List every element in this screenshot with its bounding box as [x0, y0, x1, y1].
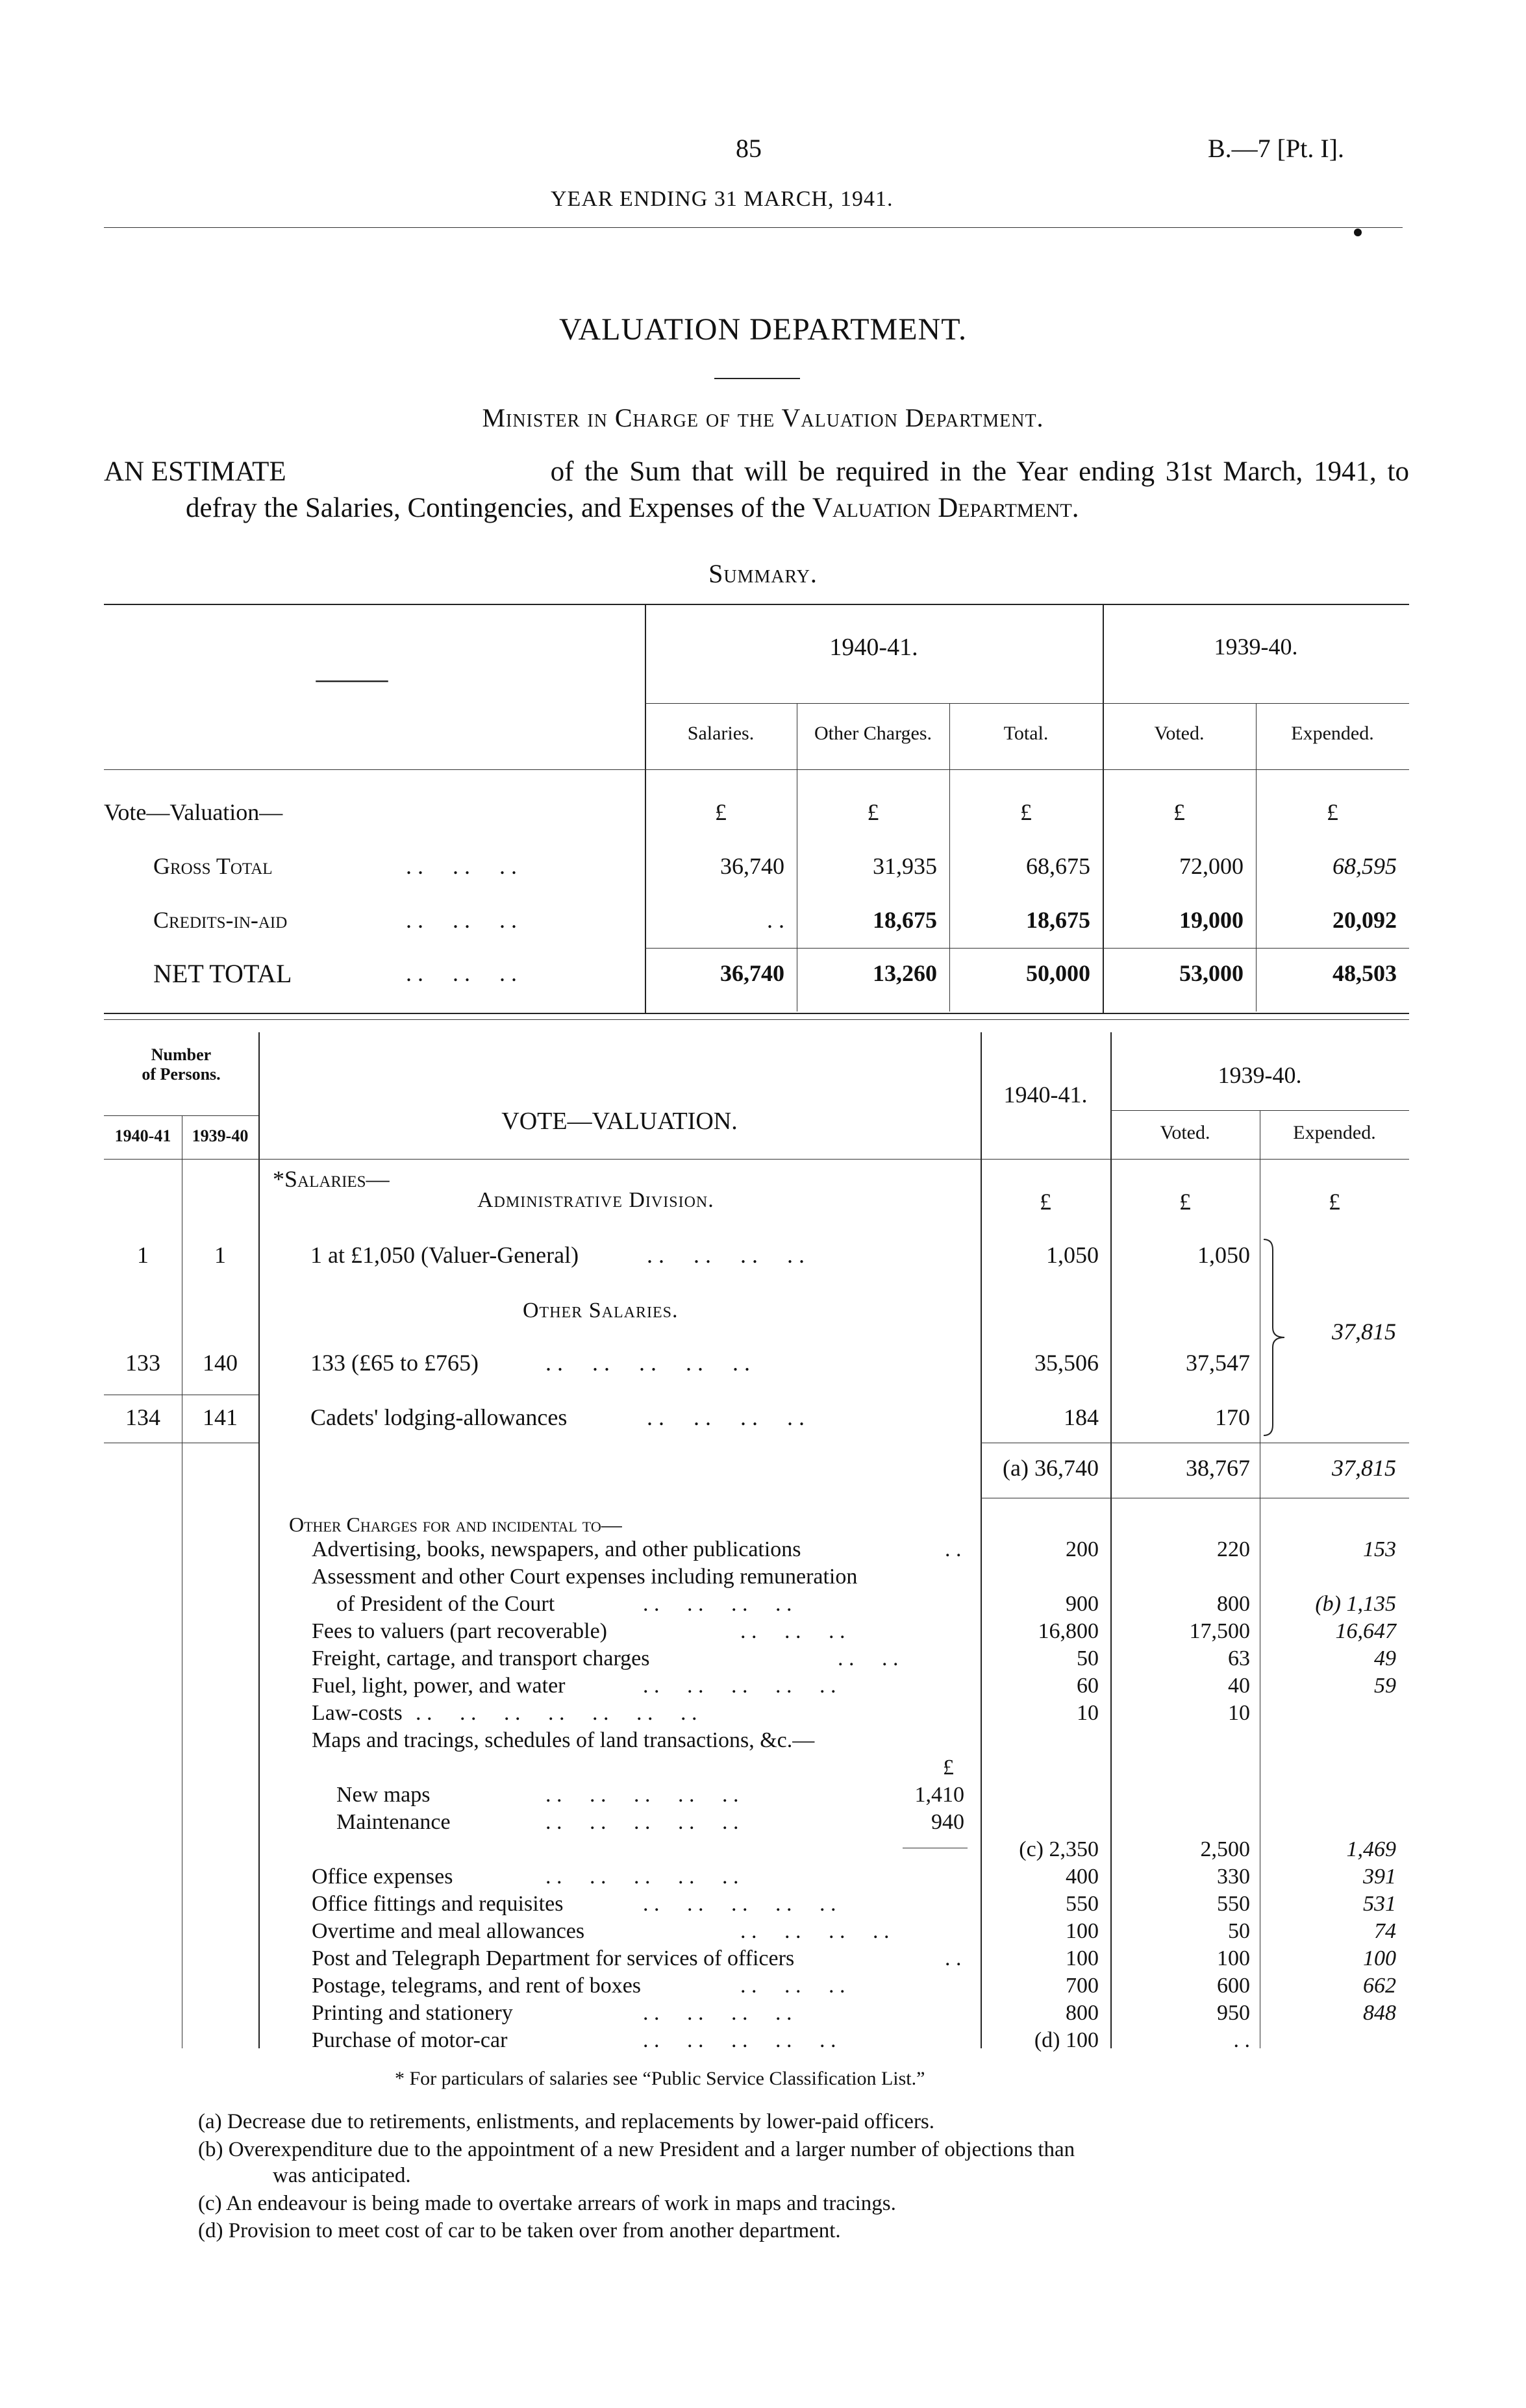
maps-sub-dots: . . . . . . . . . .	[545, 1810, 739, 1834]
vote-col-1940: 1940-41.	[1003, 1082, 1088, 1108]
vote-col-voted: Voted.	[1160, 1122, 1210, 1143]
summary-col-total: Total.	[1003, 723, 1049, 744]
salary-persons-1940: 134	[125, 1404, 160, 1430]
pound-salaries: £	[715, 799, 727, 825]
footnote-d: (d) Provision to meet cost of car to be taken over from another department.	[198, 2219, 841, 2242]
estimate-text-1: of the Sum that will be required in the Year ending 31st March, 1941, to	[550, 456, 1409, 487]
vote-pound-expended: £	[1329, 1189, 1340, 1215]
summary-cell-other: 31,935	[873, 853, 937, 879]
footnote-a: (a) Decrease due to retirements, enlistments, and replacements by lower-paid officers.	[198, 2110, 935, 2133]
vote-head-rule	[104, 1159, 1409, 1160]
summary-group-rule-1940	[645, 703, 1103, 704]
other-voted: 950	[1217, 2001, 1250, 2025]
page-number: 85	[736, 134, 762, 163]
vote-pound-1940: £	[1040, 1189, 1051, 1215]
other-expended: 391	[1363, 1865, 1396, 1889]
footnote-b-cont: was anticipated.	[273, 2164, 411, 2187]
other-1940: 550	[1066, 1892, 1099, 1916]
summary-col-other: Other Charges.	[814, 723, 932, 744]
other-dots: . . . .	[838, 1646, 899, 1670]
other-label: Assessment and other Court expenses including remuneration	[312, 1565, 858, 1589]
other-1940: 50	[1077, 1646, 1099, 1670]
other-expended: 74	[1374, 1919, 1396, 1943]
estimate-lead: AN ESTIMATE	[104, 456, 286, 487]
summary-cell-salaries: 36,740	[720, 853, 784, 879]
other-1940: 700	[1066, 1974, 1099, 1998]
other-dots: . . . . . . . . . .	[545, 1865, 739, 1889]
maps-total-expended: 1,469	[1346, 1837, 1396, 1861]
summary-cell-other: 18,675	[873, 907, 937, 933]
other-voted: 40	[1228, 1674, 1250, 1698]
salary-persons-1939: 140	[203, 1350, 238, 1376]
salaries-bracket	[1258, 1237, 1297, 1438]
other-label: Post and Telegraph Department for services of officers	[312, 1946, 795, 1970]
other-dots: . . . . . .	[740, 1619, 845, 1643]
maps-total-1940: (c) 2,350	[1019, 1837, 1099, 1861]
other-expended: 49	[1374, 1646, 1396, 1670]
other-voted: 550	[1217, 1892, 1250, 1916]
salary-voted: 37,547	[1186, 1350, 1250, 1376]
other-label: Fuel, light, power, and water	[312, 1674, 566, 1698]
other-dots: . . . . . . . .	[740, 1919, 890, 1943]
pound-other: £	[867, 799, 879, 825]
summary-top-rule	[104, 604, 1409, 605]
other-voted: 800	[1217, 1592, 1250, 1616]
vote-group-1939: 1939-40.	[1218, 1062, 1302, 1088]
summary-row-label: Credits-in-aid	[153, 907, 288, 933]
maps-sub-amount: 940	[931, 1810, 964, 1834]
vote-vline-persons	[258, 1032, 260, 2048]
summary-cell-salaries: 36,740	[720, 960, 784, 986]
summary-cell-total: 50,000	[1026, 960, 1090, 986]
other-voted: 330	[1217, 1865, 1250, 1889]
pound-voted: £	[1173, 799, 1185, 825]
maps-sub-label: Maintenance	[336, 1810, 451, 1834]
other-voted: 600	[1217, 1974, 1250, 1998]
other-label: Freight, cartage, and transport charges	[312, 1646, 650, 1670]
salary-1940: 35,506	[1034, 1350, 1099, 1376]
other-expended: 531	[1363, 1892, 1396, 1916]
salary-label: 1 at £1,050 (Valuer-General)	[310, 1242, 579, 1268]
other-1940: 10	[1077, 1701, 1099, 1725]
salary-1940: 1,050	[1046, 1242, 1099, 1268]
summary-cell-voted: 53,000	[1179, 960, 1244, 986]
other-1940: 900	[1066, 1592, 1099, 1616]
vote-col-expended: Expended.	[1293, 1122, 1376, 1143]
other-1940: 800	[1066, 2001, 1099, 2025]
vote-heading: VOTE—VALUATION.	[501, 1108, 738, 1135]
other-salaries-heading: Other Salaries.	[523, 1298, 679, 1322]
other-1940: 100	[1066, 1919, 1099, 1943]
estimate-dept: Valuation Department.	[812, 493, 1079, 523]
summary-bottom-rule-2	[104, 1019, 1409, 1020]
persons-heading-2: of Persons.	[142, 1065, 221, 1084]
admin-division-heading: Administrative Division.	[477, 1188, 714, 1212]
year-line: YEAR ENDING 31 MARCH, 1941.	[551, 187, 894, 211]
maps-sub-label: New maps	[336, 1783, 431, 1807]
other-expended: (b) 1,135	[1315, 1592, 1396, 1616]
other-expended: 16,647	[1335, 1619, 1396, 1643]
summary-row-label: Gross Total	[153, 853, 273, 879]
salary-label: Cadets' lodging-allowances	[310, 1404, 568, 1430]
summary-net-rule	[645, 948, 1409, 949]
footnote-b: (b) Overexpenditure due to the appointment of a new President and a larger number of objections than	[198, 2138, 1075, 2161]
salaries-bracket-expended: 37,815	[1332, 1319, 1396, 1345]
other-label: Fees to valuers (part recoverable)	[312, 1619, 607, 1643]
other-expended: 100	[1363, 1946, 1396, 1970]
persons-col-1940: 1940-41	[114, 1126, 171, 1145]
other-label: Law-costs	[312, 1701, 403, 1725]
other-expended: 153	[1363, 1537, 1396, 1561]
other-dots: . . . . . .	[740, 1974, 845, 1998]
persons-col-1939: 1939-40	[192, 1126, 249, 1145]
salary-1940: 184	[1064, 1404, 1099, 1430]
estimate-text-2: defray the Salaries, Contingencies, and Expenses of the	[186, 493, 806, 523]
bullet-mark	[1354, 229, 1362, 236]
summary-cell-total: 68,675	[1026, 853, 1090, 879]
other-dots: . . . . . . . .	[643, 1592, 792, 1616]
estimate-line-1	[104, 456, 1409, 488]
salary-persons-1940: 1	[137, 1242, 149, 1268]
other-1940: 400	[1066, 1865, 1099, 1889]
other-voted: 10	[1228, 1701, 1250, 1725]
estimate-line-2	[186, 492, 1079, 524]
other-label: Advertising, books, newspapers, and other publications	[312, 1537, 801, 1561]
other-voted: 220	[1217, 1537, 1250, 1561]
vote-group-rule-1939	[1110, 1110, 1409, 1111]
salary-dots: . . . . . . . .	[647, 1404, 805, 1430]
maps-sub-dots: . . . . . . . . . .	[545, 1783, 739, 1807]
summary-group-1939: 1939-40.	[1214, 634, 1298, 660]
department-title: VALUATION DEPARTMENT.	[559, 312, 967, 347]
summary-row-dots: . . . . . .	[406, 853, 517, 879]
header-rule	[104, 227, 1403, 228]
maps-total-voted: 2,500	[1200, 1837, 1250, 1861]
other-expended: 662	[1363, 1974, 1396, 1998]
summary-row-dots: . . . . . .	[406, 907, 517, 933]
salary-voted: 170	[1215, 1404, 1250, 1430]
other-label: Maps and tracings, schedules of land transactions, &c.—	[312, 1728, 815, 1752]
pound-total: £	[1020, 799, 1032, 825]
persons-heading-1: Number	[151, 1045, 212, 1064]
document-reference: B.—7 [Pt. I].	[1208, 134, 1344, 163]
other-dots: . .	[945, 1537, 962, 1561]
salaries-total-expended: 37,815	[1332, 1455, 1396, 1481]
salaries-total-1940: (a) 36,740	[1003, 1455, 1099, 1481]
other-label: of President of the Court	[336, 1592, 555, 1616]
summary-group-1940: 1940-41.	[829, 634, 918, 661]
summary-group-rule-1939	[1103, 703, 1409, 704]
summary-col-salaries: Salaries.	[687, 723, 755, 744]
summary-cell-other: 13,260	[873, 960, 937, 986]
salary-persons-1940: 133	[125, 1350, 160, 1376]
summary-row-label: NET TOTAL	[153, 959, 292, 988]
other-label: Purchase of motor-car	[312, 2028, 508, 2052]
summary-col-expended: Expended.	[1291, 723, 1374, 744]
summary-cell-total: 18,675	[1026, 907, 1090, 933]
other-dots: . . . . . . . . . .	[643, 2028, 836, 2052]
title-rule	[714, 378, 800, 379]
other-voted: 17,500	[1189, 1619, 1250, 1643]
maps-sub-amount: 1,410	[914, 1783, 964, 1807]
summary-cell-voted: 72,000	[1179, 853, 1244, 879]
other-voted: 100	[1217, 1946, 1250, 1970]
other-label: Office expenses	[312, 1865, 453, 1889]
other-voted: 63	[1228, 1646, 1250, 1670]
summary-cell-salaries: . .	[767, 907, 784, 933]
footnote-star: * For particulars of salaries see “Public Service Classification List.”	[395, 2068, 925, 2089]
other-label: Office fittings and requisites	[312, 1892, 564, 1916]
salary-dots: . . . . . . . . . .	[545, 1350, 750, 1376]
other-label: Printing and stationery	[312, 2001, 513, 2025]
summary-heading: Summary.	[708, 559, 818, 588]
summary-cell-expended: 68,595	[1332, 853, 1397, 879]
other-1940: (d) 100	[1034, 2028, 1099, 2052]
vote-persons-head-rule	[104, 1115, 258, 1116]
other-1940: 16,800	[1038, 1619, 1099, 1643]
summary-dash: —	[316, 663, 388, 695]
summary-row-dots: . . . . . .	[406, 960, 517, 986]
salary-persons-1939: 141	[203, 1404, 238, 1430]
summary-head-rule	[104, 769, 1409, 770]
salaries-heading: *Salaries—	[273, 1166, 390, 1192]
salary-persons-1939: 1	[214, 1242, 226, 1268]
pound-expended: £	[1327, 799, 1338, 825]
other-1940: 100	[1066, 1946, 1099, 1970]
summary-cell-voted: 19,000	[1179, 907, 1244, 933]
other-voted: . .	[1233, 2028, 1250, 2052]
summary-vote-label: Vote—Valuation—	[104, 799, 283, 825]
other-voted: 50	[1228, 1919, 1250, 1943]
other-dots: . .	[945, 1946, 962, 1970]
salary-dots: . . . . . . . .	[647, 1242, 805, 1268]
other-dots: . . . . . . . . . .	[643, 1674, 836, 1698]
salary-label: 133 (£65 to £765)	[310, 1350, 479, 1376]
other-1940: 60	[1077, 1674, 1099, 1698]
minister-line: Minister in Charge of the Valuation Department.	[482, 403, 1044, 432]
summary-col-voted: Voted.	[1154, 723, 1205, 744]
other-label: Overtime and meal allowances	[312, 1919, 585, 1943]
other-label: Postage, telegrams, and rent of boxes	[312, 1974, 642, 1998]
other-dots: . . . . . . . .	[643, 2001, 792, 2025]
other-dots: . . . . . . . . . . . . . .	[416, 1701, 697, 1725]
footnote-c: (c) An endeavour is being made to overtake arrears of work in maps and tracings.	[198, 2192, 896, 2215]
summary-cell-expended: 20,092	[1332, 907, 1397, 933]
vote-pound-voted: £	[1179, 1189, 1191, 1215]
salary-voted: 1,050	[1197, 1242, 1250, 1268]
salaries-total-voted: 38,767	[1186, 1455, 1250, 1481]
other-expended: 848	[1363, 2001, 1396, 2025]
other-expended: 59	[1374, 1674, 1396, 1698]
summary-cell-expended: 48,503	[1332, 960, 1397, 986]
other-charges-heading: Other Charges for and incidental to—	[289, 1513, 622, 1536]
summary-bottom-rule	[104, 1013, 1409, 1014]
maps-pound: £	[943, 1756, 954, 1780]
other-1940: 200	[1066, 1537, 1099, 1561]
other-dots: . . . . . . . . . .	[643, 1892, 836, 1916]
